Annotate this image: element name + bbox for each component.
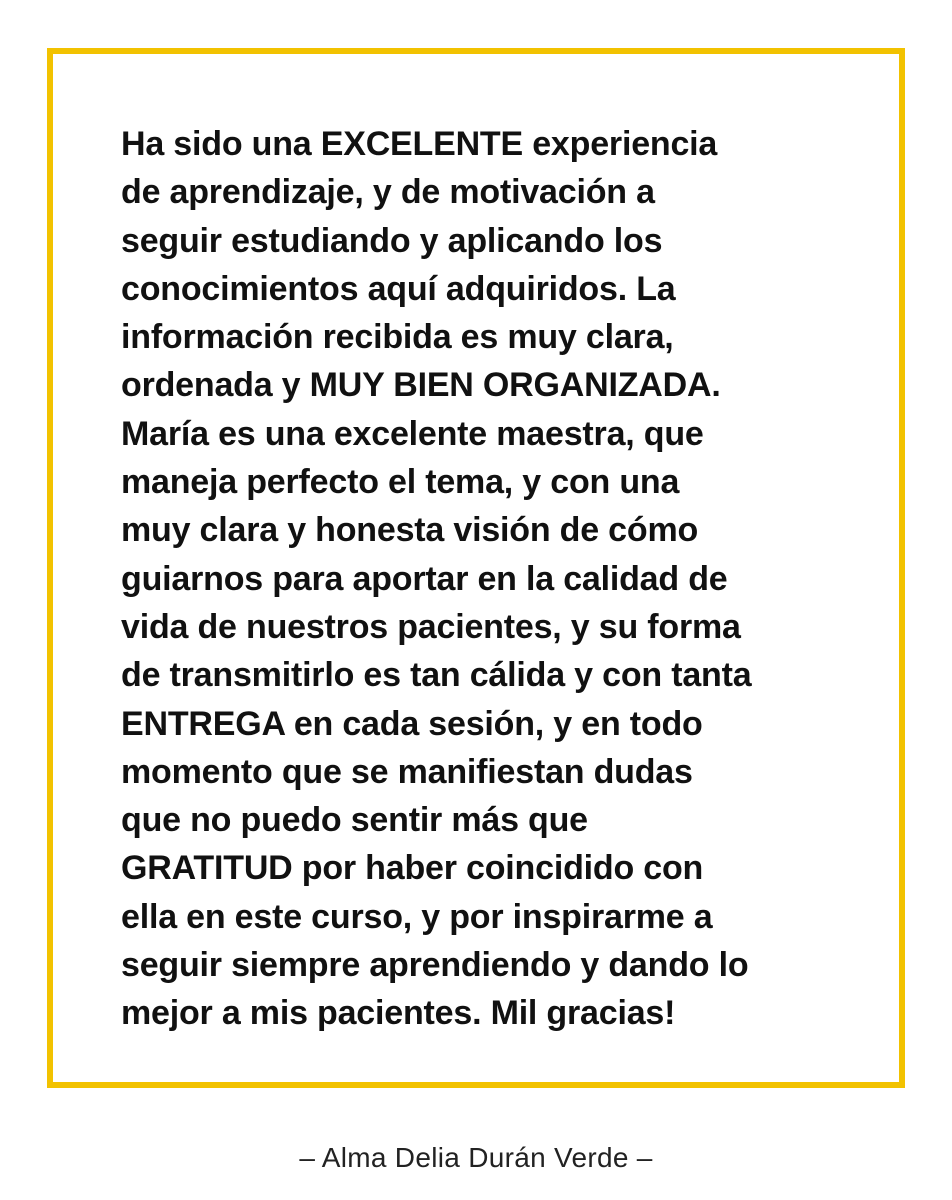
quote-line: ENTREGA en cada sesión, y en todo [121, 704, 703, 743]
quote-line: momento que se manifiestan dudas [121, 752, 693, 791]
quote-line: ella en este curso, y por inspirarme a [121, 897, 713, 936]
testimonial-quote [121, 120, 881, 1038]
quote-frame [47, 48, 905, 1088]
quote-line: de aprendizaje, y de motivación a [121, 173, 655, 212]
testimonial-author: – Alma Delia Durán Verde – [299, 1142, 653, 1173]
quote-line: conocimientos aquí adquiridos. La [121, 269, 676, 308]
quote-line: de transmitirlo es tan cálida y con tanta [121, 656, 752, 695]
quote-line: que no puedo sentir más que [121, 801, 588, 840]
quote-line: mejor a mis pacientes. Mil gracias! [121, 994, 676, 1033]
quote-line: Ha sido una EXCELENTE experiencia [121, 125, 718, 163]
quote-line: vida de nuestros pacientes, y su forma [121, 607, 741, 646]
quote-line: GRATITUD por haber coincidido con [121, 849, 704, 888]
quote-line: seguir estudiando y aplicando los [121, 221, 663, 260]
quote-line: ordenada y MUY BIEN ORGANIZADA. [121, 366, 721, 405]
quote-line: muy clara y honesta visión de cómo [121, 511, 699, 550]
quote-line: información recibida es muy clara, [121, 318, 674, 357]
quote-line: seguir siempre aprendiendo y dando lo [121, 946, 749, 985]
quote-line: María es una excelente maestra, que [121, 414, 704, 453]
quote-line: maneja perfecto el tema, y con una [121, 463, 680, 502]
quote-line: guiarnos para aportar en la calidad de [121, 559, 728, 598]
